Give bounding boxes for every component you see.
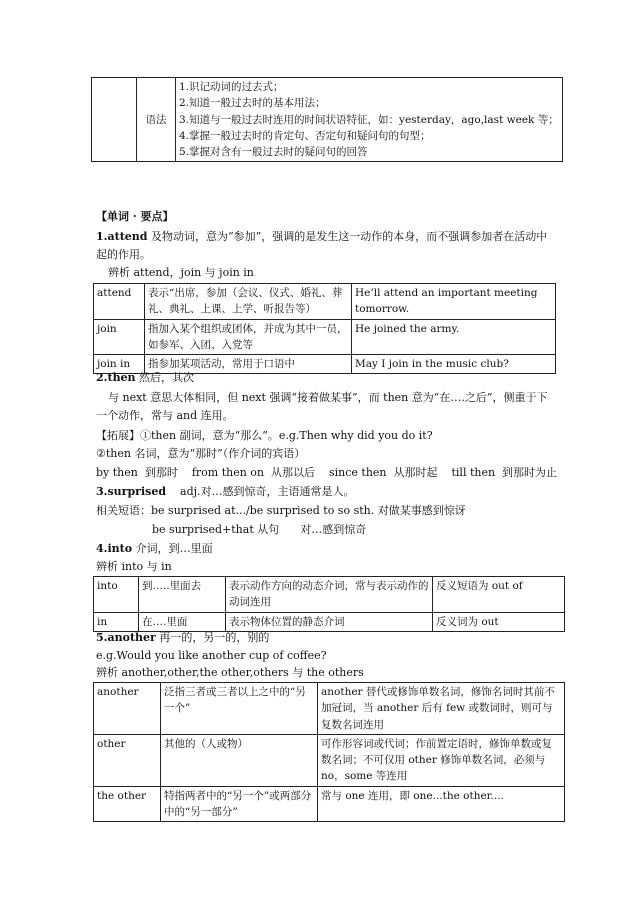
- cell-meaning: 泛指三者或三者以上之中的“另一个”: [161, 683, 318, 735]
- goals-table: [91, 77, 563, 162]
- table-row: [94, 786, 565, 822]
- into-line: [96, 541, 566, 557]
- then-line: [96, 370, 566, 386]
- into-compare-table: [93, 576, 565, 632]
- another-compare-label: 辨析 another,other,the other,others 与 the others: [96, 666, 364, 679]
- goals-empty-cell: [92, 78, 137, 162]
- goals-label: 语法: [145, 113, 167, 126]
- cell-opposite: 反义短语为 out of: [433, 577, 565, 613]
- then-heading: 2.then: [96, 371, 136, 384]
- attend-desc-line2: 起的作用。: [96, 248, 151, 261]
- goal-item: 4.掌握一般过去时的肯定句、否定句和疑问句的句型；: [179, 129, 431, 142]
- cell-meaning: 指参加某项活动，常用于口语中: [145, 355, 352, 374]
- surprised-phrase2: be surprised+that 从句 对…感到惊奇: [152, 523, 367, 536]
- another-example: e.g.Would you like another cup of coffee?: [96, 649, 327, 662]
- cell-word: join: [94, 319, 145, 355]
- surprised-phrase1: be surprised at.../be surprised to so sth. 对做某事感到惊讶: [151, 504, 466, 517]
- cell-example: He’ll attend an important meeting tomorrow.: [352, 284, 556, 320]
- goal-item: 1.识记动词的过去式；: [179, 81, 284, 93]
- another-line: [96, 630, 566, 646]
- table-row: [94, 683, 565, 735]
- goal-item: 2.知道一般过去时的基本用法；: [179, 97, 326, 110]
- attend-heading: 1.attend: [96, 230, 148, 243]
- then-line1: 与 next 意思大体相同，但 next 强调“接着做某事”，而 then 意为“在….之后”，侧重于下: [108, 391, 548, 404]
- surprised-phrase1-line: [96, 503, 566, 519]
- cell-word: another: [94, 683, 161, 735]
- cell-example: May I join in the music club?: [352, 355, 556, 374]
- then-ext1-line: [96, 428, 566, 444]
- cell-meaning: 到…..里面去: [139, 577, 226, 613]
- section-title: 【单词 · 要点】: [96, 210, 174, 223]
- goals-label-cell: [137, 78, 176, 162]
- then-phrases: by then 到那时 from then on 从那以后 since then 从那时起 till then 到那时为止: [96, 466, 558, 479]
- attend-desc-line1: 及物动词，意为“参加”，强调的是发生这一动作的本身，而不强调参加者在活动中: [147, 230, 548, 243]
- cell-meaning: 表示“出席，参加（会议、仪式、婚礼、葬礼、典礼、上课、上学、听报告等）: [145, 284, 352, 320]
- surprised-line: [96, 484, 566, 500]
- cell-meaning: 在….里面: [139, 612, 226, 631]
- cell-usage: 常与 one 连用，即 one...the other....: [318, 786, 565, 822]
- then-desc: 然后，其次: [135, 371, 195, 384]
- cell-meaning: 指加入某个组织或团体，并成为其中一员，如参军、入团、入党等: [145, 319, 352, 355]
- then-line2: 一个动作，常与 and 连用。: [96, 409, 234, 422]
- attend-compare-table: [93, 283, 556, 374]
- then-ext-label: 【拓展】: [96, 429, 140, 442]
- cell-example: He joined the army.: [352, 319, 556, 355]
- cell-usage: 可作形容词或代词；作前置定语时，修饰单数或复数名词；不可仅用 other 修饰单数名词，必须与 no，some 等连用: [318, 734, 565, 786]
- surprised-heading: 3.surprised: [96, 485, 167, 498]
- cell-word: other: [94, 734, 161, 786]
- table-row: [94, 577, 565, 613]
- cell-word: into: [94, 577, 139, 613]
- cell-opposite: 反义词为 out: [433, 612, 565, 631]
- then-ext2: ②then 名词，意为“那时”（作介词的宾语）: [96, 447, 306, 460]
- another-compare-table: [93, 682, 565, 822]
- another-desc: 再一的，另一的，别的: [155, 631, 270, 644]
- cell-meaning: 其他的（人或物）: [161, 734, 318, 786]
- table-row: [94, 284, 556, 320]
- cell-meaning: 特指两者中的“另一个”或两部分中的“另一部分”: [161, 786, 318, 822]
- attend-line1: [96, 229, 566, 245]
- into-heading: 4.into: [96, 542, 133, 555]
- goals-items-cell: [176, 78, 563, 162]
- then-ext1: ①then 副词，意为“那么”。e.g.Then why did you do it?: [140, 429, 433, 442]
- another-heading: 5.another: [96, 631, 156, 644]
- cell-usage: 表示物体位置的静态介词: [226, 612, 433, 631]
- table-row: [94, 319, 556, 355]
- cell-word: join in: [94, 355, 145, 374]
- cell-word: the other: [94, 786, 161, 822]
- goal-item: 3.知道与一般过去时连用的时间状语特征，如：yesterday，ago,last week 等；: [179, 113, 559, 126]
- cell-usage: 表示动作方向的动态介词，常与表示动作的动词连用: [226, 577, 433, 613]
- table-row: [94, 734, 565, 786]
- attend-compare-label: 辨析 attend，join 与 join in: [108, 266, 254, 279]
- surprised-desc: adj.对…感到惊奇，主语通常是人。: [166, 485, 355, 498]
- surprised-phrase-label: 相关短语：: [96, 504, 151, 517]
- cell-word: attend: [94, 284, 145, 320]
- table-row: [94, 612, 565, 631]
- cell-word: in: [94, 612, 139, 631]
- into-compare-label: 辨析 into 与 in: [96, 560, 172, 573]
- into-desc: 介词，到…里面: [132, 542, 213, 555]
- goal-item: 5.掌握对含有一般过去时的疑问句的回答: [179, 146, 368, 159]
- cell-usage: another 替代或修饰单数名词，修饰名词时其前不加冠词，当 another 后有 few 或数词时，则可与复数名词连用: [318, 683, 565, 735]
